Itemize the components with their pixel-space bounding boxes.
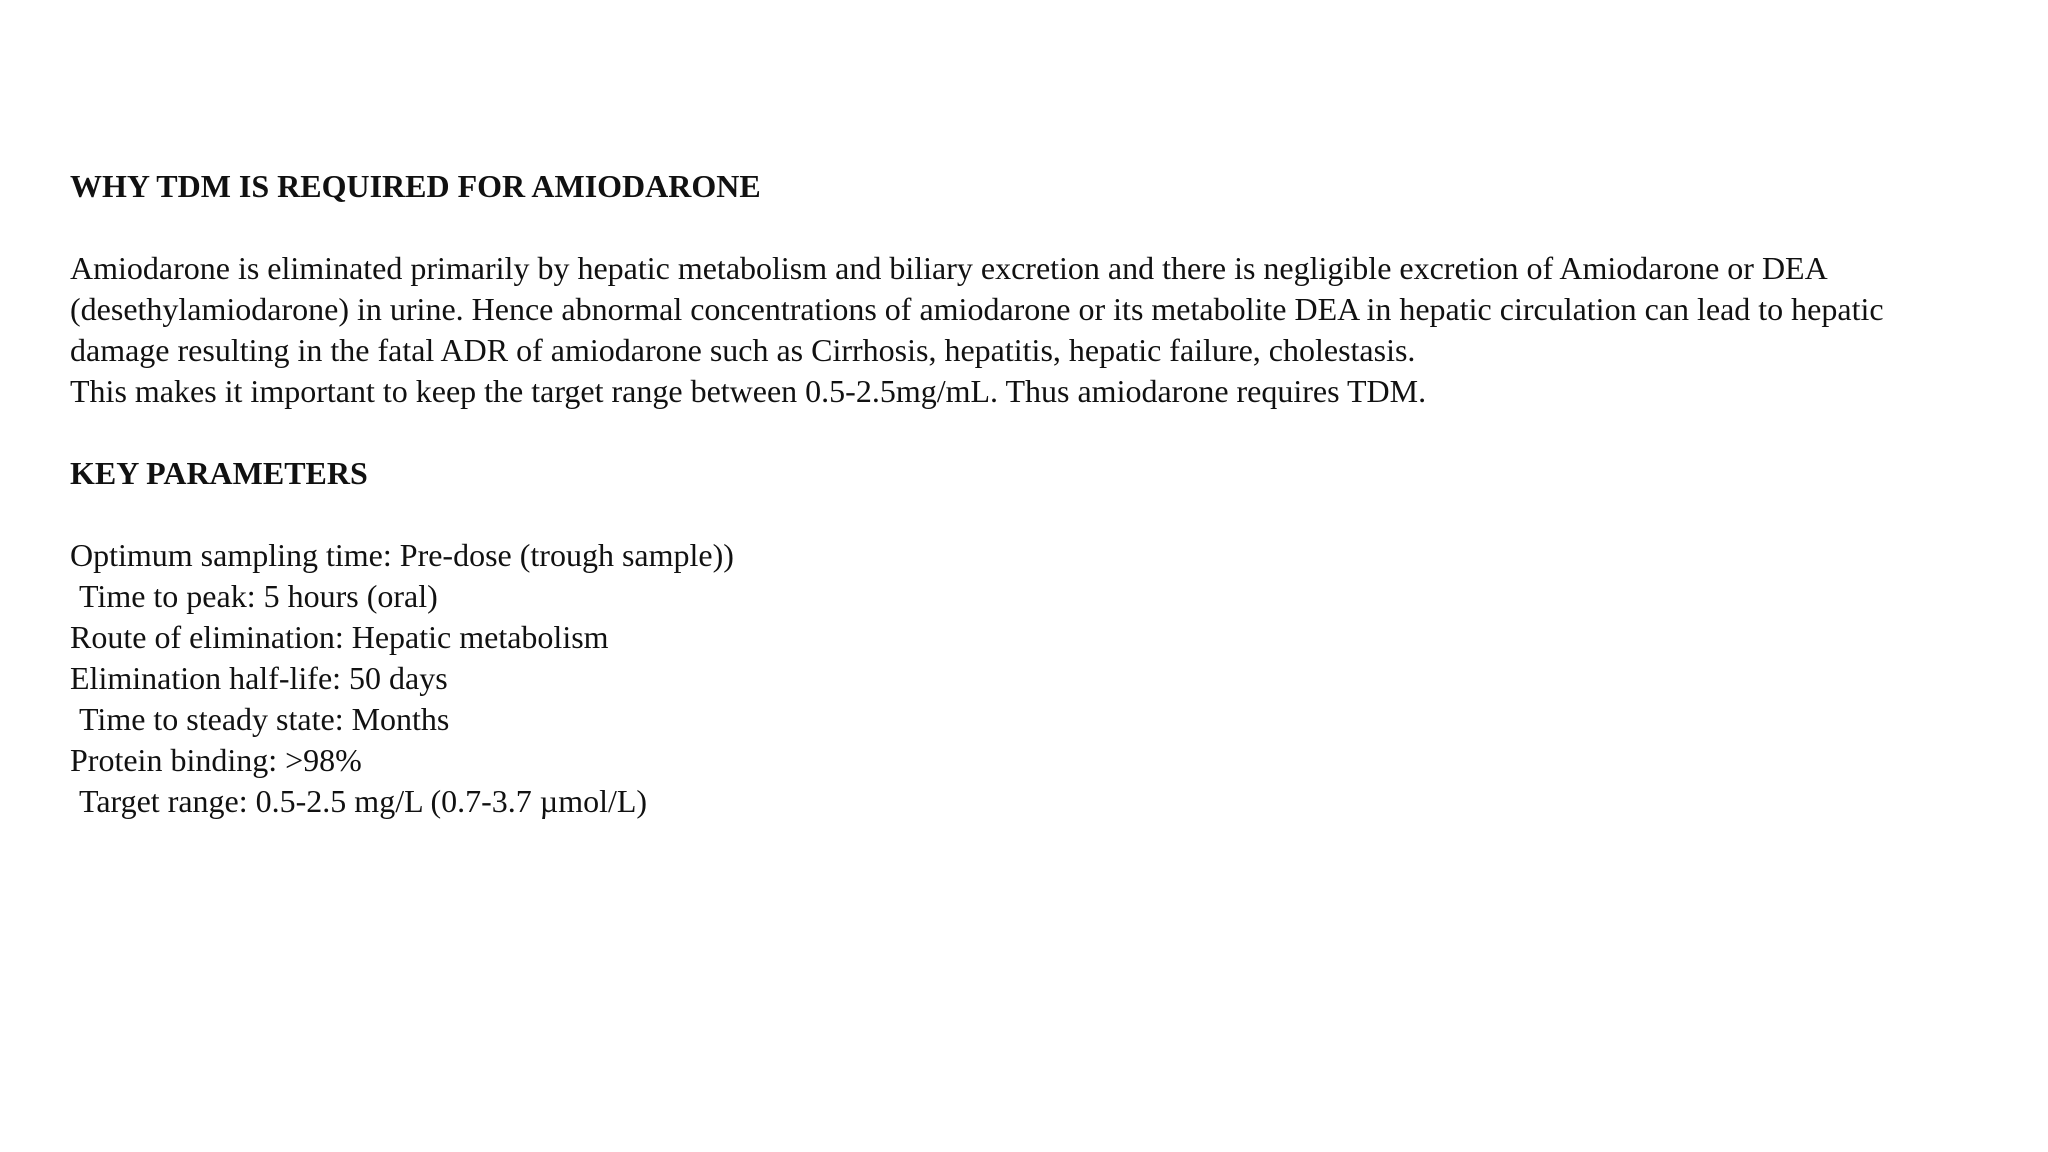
parameter-target-range: Target range: 0.5-2.5 mg/L (0.7-3.7 µmol/L) xyxy=(79,783,648,819)
paragraph-line: damage resulting in the fatal ADR of amiodarone such as Cirrhosis, hepatitis, hepatic failure, cholestasis. xyxy=(70,332,1416,368)
spacer xyxy=(70,412,2030,453)
slide-content xyxy=(70,166,2030,822)
spacer xyxy=(70,494,2030,535)
paragraph-line: (desethylamiodarone) in urine. Hence abnormal concentrations of amiodarone or its metabolite DEA in hepatic circulation can lead to hepatic xyxy=(70,291,1884,327)
section-heading-key-parameters: KEY PARAMETERS xyxy=(70,455,368,491)
section-heading-why-tdm: WHY TDM IS REQUIRED FOR AMIODARONE xyxy=(70,168,761,204)
parameter-sampling-time: Optimum sampling time: Pre-dose (trough sample)) xyxy=(70,537,734,573)
parameter-protein-binding: Protein binding: >98% xyxy=(70,742,362,778)
paragraph-line: Amiodarone is eliminated primarily by hepatic metabolism and biliary excretion and there is negligible excretion of Amiodarone or DEA xyxy=(70,250,1828,286)
spacer xyxy=(70,207,2030,248)
paragraph-line: This makes it important to keep the target range between 0.5-2.5mg/mL. Thus amiodarone requires TDM. xyxy=(70,373,1427,409)
parameter-route-of-elimination: Route of elimination: Hepatic metabolism xyxy=(70,619,609,655)
parameter-time-to-steady-state: Time to steady state: Months xyxy=(79,701,450,737)
parameter-elimination-half-life: Elimination half-life: 50 days xyxy=(70,660,448,696)
parameter-time-to-peak: Time to peak: 5 hours (oral) xyxy=(79,578,438,614)
